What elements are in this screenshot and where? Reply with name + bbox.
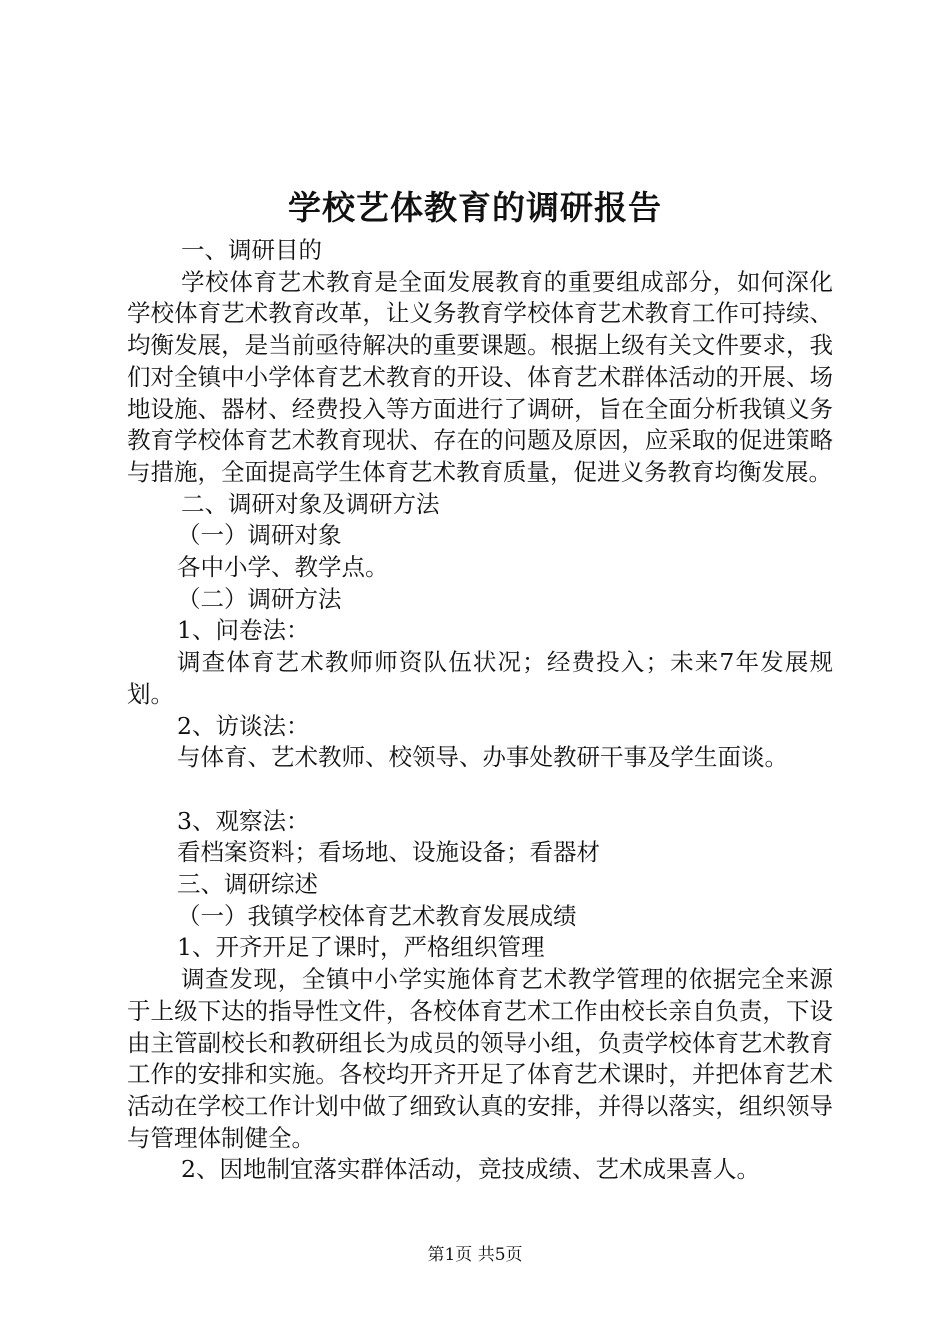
list-heading: 2、访谈法： <box>177 711 310 740</box>
page-number: 第1页 共5页 <box>427 1245 523 1265</box>
list-heading: 2、因地制宜落实群体活动，竞技成绩、艺术成果喜人。 <box>181 1155 760 1184</box>
subsection-heading: （二）调研方法 <box>177 584 342 613</box>
subsection-heading: （一）我镇学校体育艺术教育发展成绩 <box>177 901 577 930</box>
section-heading: 二、调研对象及调研方法 <box>181 489 440 518</box>
body-paragraph: 学校体育艺术教育是全面发展教育的重要组成部分，如何深化学校体育艺术教育改革，让义务教育学校体育艺术教育工作可持续、均衡发展，是当前亟待解决的重要课题。根据上级有关文件要求，我们对全镇中小学体育艺术教育的开设、体育艺术群体活动的开展、场地设施、器材、经费投入等方面进行了调研，旨在全面分析我镇义务教育学校体育艺术教育现状、存在的问题及原因，应采取的促进策略与措施，全面提高学生体育艺术教育质量，促进义务教育均衡发展。 <box>127 267 833 486</box>
body-paragraph: 与体育、艺术教师、校领导、办事处教研干事及学生面谈。 <box>177 743 788 772</box>
document-title: 学校艺体教育的调研报告 <box>288 188 662 227</box>
section-heading: 一、调研目的 <box>181 236 322 264</box>
list-heading: 1、问卷法： <box>177 616 310 645</box>
list-heading: 3、观察法： <box>177 806 310 835</box>
body-paragraph: 各中小学、教学点。 <box>177 553 389 582</box>
subsection-heading: （一）调研对象 <box>177 521 342 550</box>
body-paragraph: 看档案资料；看场地、设施设备；看器材 <box>177 838 600 867</box>
body-paragraph: 调查发现，全镇中小学实施体育艺术教学管理的依据完全来源于上级下达的指导性文件，各校体育艺术工作由校长亲自负责，下设由主管副校长和教研组长为成员的领导小组，负责学校体育艺术教育工作的安排和实施。各校均开齐开足了体育艺术课时，并把体育艺术活动在学校工作计划中做了细致认真的安排，并得以落实，组织领导与管理体制健全。 <box>127 965 833 1152</box>
document-body <box>127 235 833 1186</box>
section-heading: 三、调研综述 <box>177 870 318 899</box>
blank-line <box>127 774 833 806</box>
body-paragraph: 调查体育艺术教师师资队伍状况；经费投入；未来7年发展规划。 <box>127 648 833 708</box>
list-heading: 1、开齐开足了课时，严格组织管理 <box>177 933 545 962</box>
